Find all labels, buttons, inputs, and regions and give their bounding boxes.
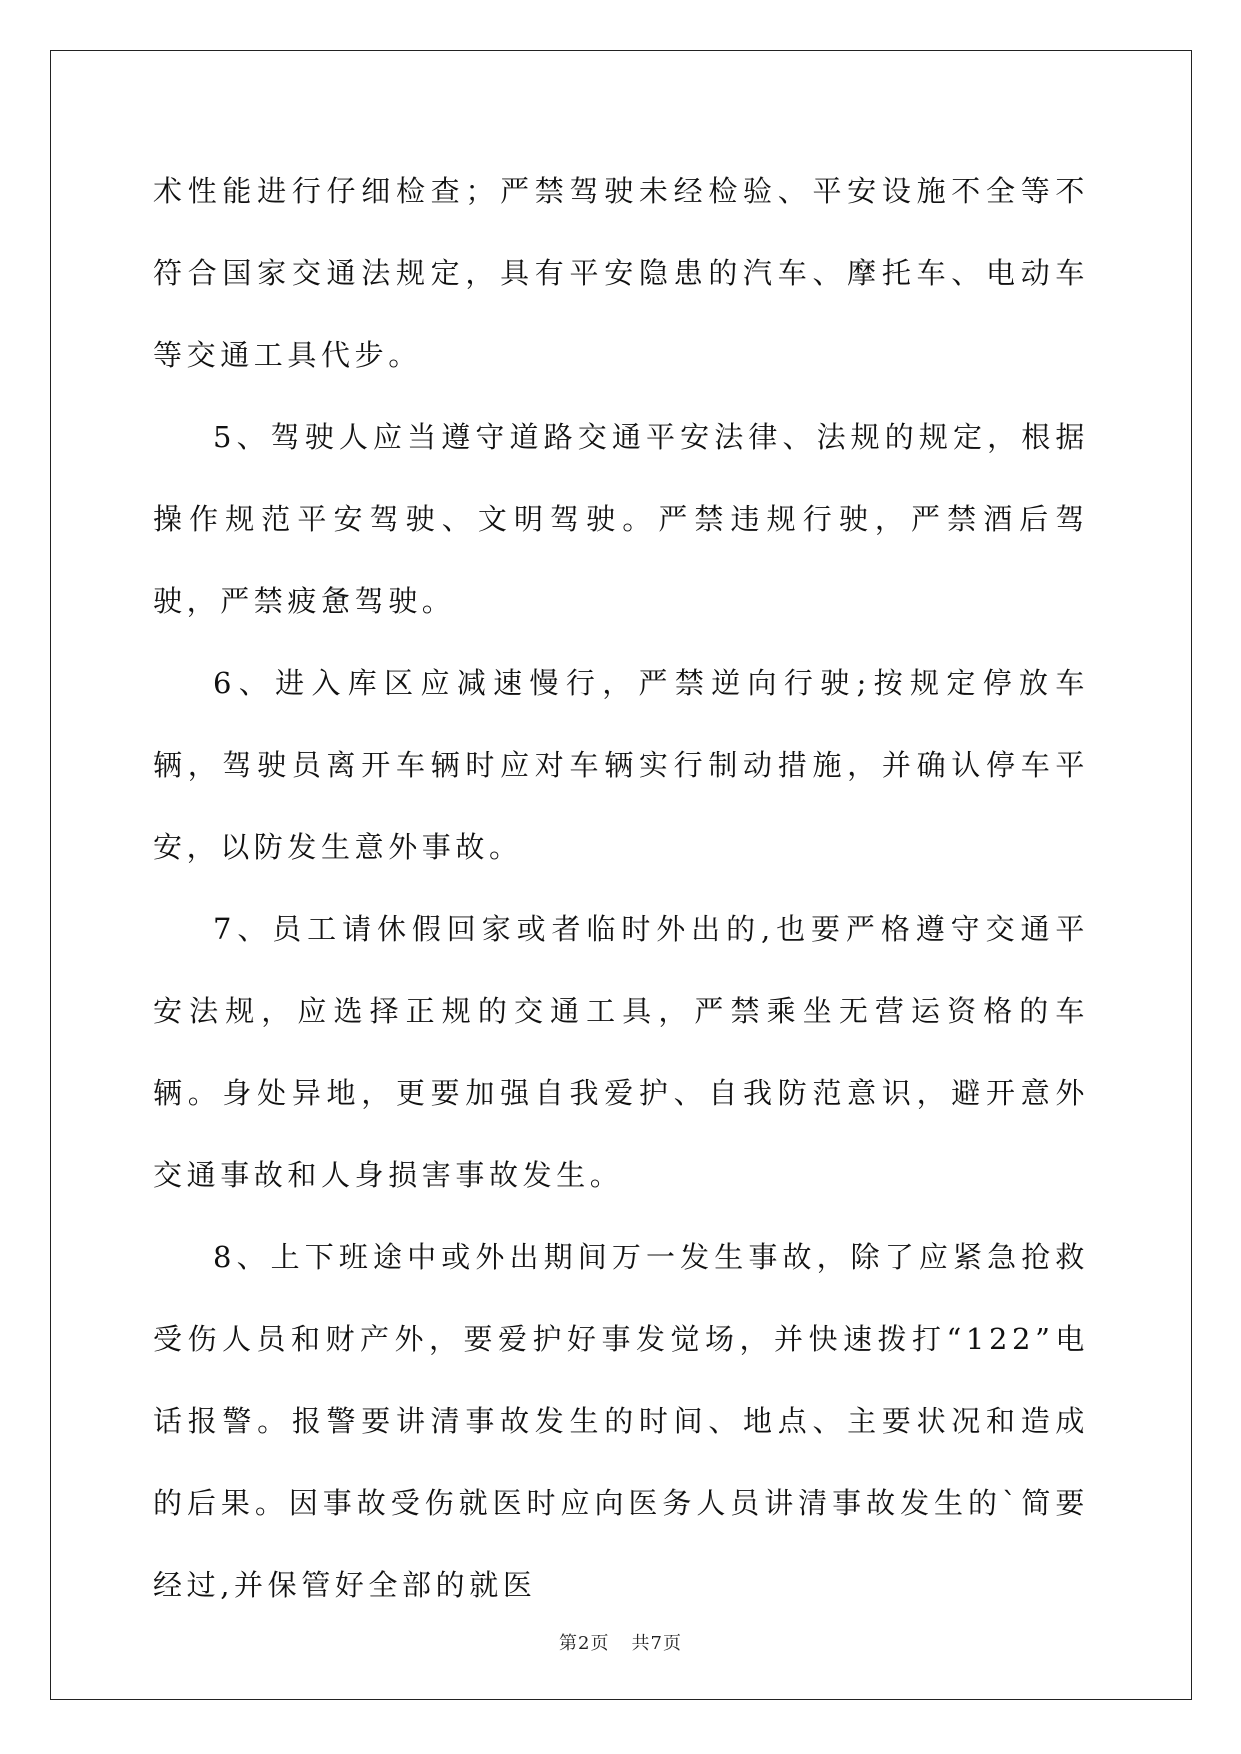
paragraph: 术性能进行仔细检查；严禁驾驶未经检验、平安设施不全等不符合国家交通法规定，具有平安隐患的汽车、摩托车、电动车等交通工具代步。 [153,174,1089,372]
page-footer [0,1629,1241,1655]
paragraph: 7、员工请休假回家或者临时外出的,也要严格遵守交通平安法规，应选择正规的交通工具，严禁乘坐无营运资格的车辆。身处异地，更要加强自我爱护、自我防范意识，避开意外交通事故和人身损害事故发生。 [153,912,1089,1192]
page-total: 共7页 [631,1633,682,1654]
paragraph: 5、驾驶人应当遵守道路交通平安法律、法规的规定，根据操作规范平安驾驶、文明驾驶。严禁违规行驶，严禁酒后驾驶，严禁疲惫驾驶。 [153,420,1089,618]
paragraph: 8、上下班途中或外出期间万一发生事故，除了应紧急抢救受伤人员和财产外，要爱护好事发觉场，并快速拨打“122”电话报警。报警要讲清事故发生的时间、地点、主要状况和造成的后果。因事故受伤就医时应向医务人员讲清事故发生的`简要经过,并保管好全部的就医 [153,1240,1089,1602]
paragraph: 6、进入库区应减速慢行，严禁逆向行驶;按规定停放车辆，驾驶员离开车辆时应对车辆实行制动措施，并确认停车平安，以防发生意外事故。 [153,666,1089,864]
page-number: 第2页 [559,1633,610,1654]
document-body [153,150,1089,1626]
